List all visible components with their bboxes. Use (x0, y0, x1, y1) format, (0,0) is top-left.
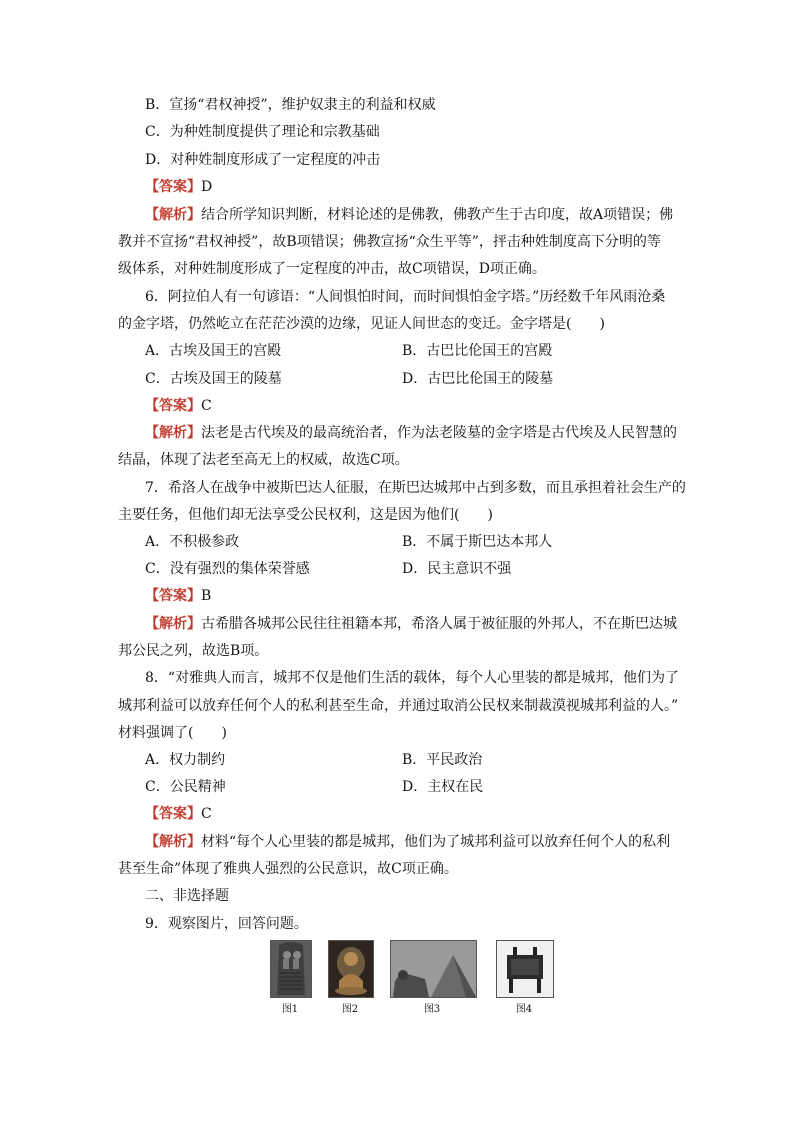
q6-option-d: D．古巴比伦国王的陵墓 (402, 371, 554, 387)
q7-option-c: C．没有强烈的集体荣誉感 (145, 561, 310, 577)
q6-option-c: C．古埃及国王的陵墓 (145, 371, 282, 387)
q7-option-d: D．民主意识不强 (402, 561, 512, 577)
q6-option-a: A．古埃及国王的宫殿 (145, 343, 282, 359)
q6-stem-line-2: 的金字塔，仍然屹立在茫茫沙漠的边缘，见证人间世态的变迁。金字塔是( ) (118, 316, 605, 332)
q8-stem-line-3: 材料强调了( ) (118, 725, 227, 741)
q7-analysis-line-1 (145, 614, 677, 634)
answer-value: B (201, 588, 212, 604)
q9-stem: 9．观察图片，回答问题。 (145, 916, 308, 932)
q8-stem-line-2: 城邦利益可以放弃任何个人的私利甚至生命，并通过取消公民权来制裁漠视城邦利益的人。” (118, 698, 679, 714)
figure-4-caption: 图4 (515, 1004, 533, 1015)
q5-analysis-line-1 (145, 205, 673, 225)
q5-option-c: C．为种姓制度提供了理论和宗教基础 (145, 124, 380, 140)
q8-analysis-line-2: 甚至生命”体现了雅典人强烈的公民意识，故C项正确。 (118, 861, 458, 877)
figure-4-image (496, 940, 554, 998)
answer-tag: 【答案】 (145, 398, 201, 414)
q8-stem-line-1: 8．“对雅典人而言，城邦不仅是他们生活的载体，每个人心里装的都是城邦，他们为了 (145, 670, 680, 686)
analysis-text: 法老是古代埃及的最高统治者，作为法老陵墓的金字塔是古代埃及人民智慧的 (201, 425, 677, 441)
analysis-tag: 【解析】 (145, 834, 201, 850)
q7-option-a: A．不积极参政 (145, 534, 240, 550)
figure-3-image (390, 940, 477, 998)
analysis-tag: 【解析】 (145, 425, 201, 441)
q5-option-b: B．宣扬“君权神授”，维护奴隶主的利益和权威 (145, 97, 436, 113)
q5-analysis-line-3: 级体系，对种姓制度形成了一定程度的冲击，故C项错误，D项正确。 (118, 261, 546, 277)
q7-stem-line-2: 主要任务，但他们却无法享受公民权利，这是因为他们( ) (118, 507, 493, 523)
answer-tag: 【答案】 (145, 588, 201, 604)
answer-value: C (201, 398, 212, 414)
q6-analysis-line-1 (145, 423, 677, 443)
q8-option-a: A．权力制约 (145, 752, 226, 768)
analysis-tag: 【解析】 (145, 207, 201, 223)
analysis-tag: 【解析】 (145, 616, 201, 632)
q8-option-d: D．主权在民 (402, 779, 484, 795)
q7-answer (145, 586, 211, 606)
q7-stem-line-1: 7．希洛人在战争中被斯巴达人征服，在斯巴达城邦中占到多数，而且承担着社会生产的 (145, 480, 686, 496)
answer-tag: 【答案】 (145, 179, 201, 195)
q6-analysis-line-2: 结晶，体现了法老至高无上的权威，故选C项。 (118, 452, 409, 468)
answer-value: D (201, 179, 213, 195)
analysis-text: 材料“每个人心里装的都是城邦，他们为了城邦利益可以放弃任何个人的私利 (201, 834, 671, 850)
analysis-text: 古希腊各城邦公民往往祖籍本邦，希洛人属于被征服的外邦人，不在斯巴达城 (201, 616, 677, 632)
figure-2-caption: 图2 (341, 1004, 359, 1015)
section-heading: 二、非选择题 (145, 888, 229, 904)
figure-1-caption: 图1 (281, 1004, 299, 1015)
q6-option-b: B．古巴比伦国王的宫殿 (402, 343, 553, 359)
answer-tag: 【答案】 (145, 806, 201, 822)
q8-option-c: C．公民精神 (145, 779, 226, 795)
figure-row (0, 940, 794, 1020)
q8-option-b: B．平民政治 (402, 752, 483, 768)
q7-analysis-line-2: 邦公民之列，故选B项。 (118, 643, 269, 659)
figure-1-image (270, 940, 312, 998)
q7-option-b: B．不属于斯巴达本邦人 (402, 534, 553, 550)
q6-answer (145, 396, 212, 416)
q5-answer (145, 177, 212, 197)
q8-analysis-line-1 (145, 832, 670, 852)
analysis-text: 结合所学知识判断，材料论述的是佛教，佛教产生于古印度，故A项错误；佛 (201, 207, 674, 223)
answer-value: C (201, 806, 212, 822)
q5-option-d: D．对种姓制度形成了一定程度的冲击 (145, 152, 381, 168)
q8-answer (145, 804, 212, 824)
q6-stem-line-1: 6．阿拉伯人有一句谚语：“人间惧怕时间，而时间惧怕金字塔。”历经数千年风雨沧桑 (145, 289, 666, 305)
figure-2-image (328, 940, 374, 998)
figure-3-caption: 图3 (423, 1004, 441, 1015)
q5-analysis-line-2: 教并不宣扬“君权神授”，故B项错误；佛教宣扬“众生平等”，抨击种姓制度高下分明的等 (118, 234, 661, 250)
